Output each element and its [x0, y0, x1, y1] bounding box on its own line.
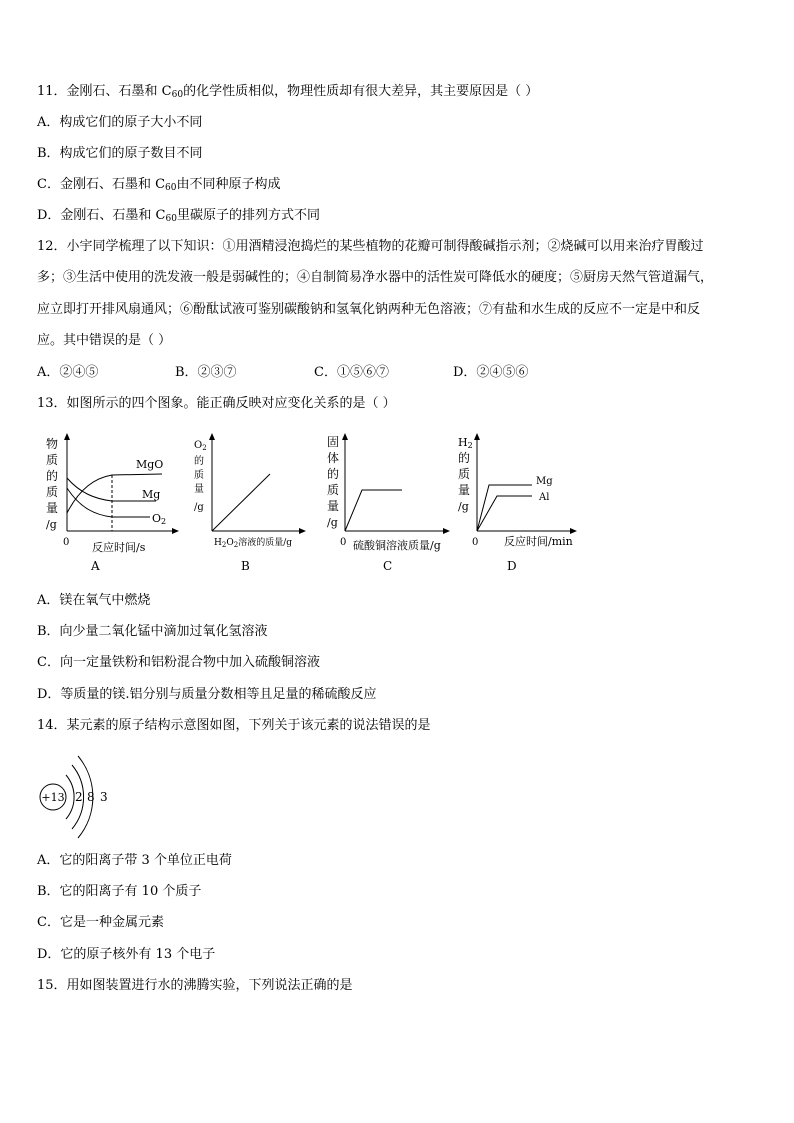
graph-d — [454, 433, 589, 578]
q13-option-b: B．向少量二氧化锰中滴加过氧化氢溶液 — [37, 624, 268, 639]
graph-d-origin: 0 — [472, 537, 479, 548]
graph-d-ylabel-3: 量 — [458, 483, 471, 497]
atom-nucleus-charge: +13 — [41, 791, 65, 804]
q14-stem: 14．某元素的原子结构示意图如图，下列关于该元素的说法错误的是 — [37, 718, 431, 733]
q11-option-d: D．金刚石、石墨和 $C_{60}$里碳原子的排列方式不同 — [37, 208, 320, 224]
graph-d-x-arrow — [570, 528, 577, 534]
graph-a-label-o2: O2 — [152, 512, 167, 526]
q14-option-c: C．它是一种金属元素 — [37, 915, 164, 930]
graph-d-ylabel-h2: H2 — [458, 436, 473, 450]
graph-d-label-al: Al — [539, 492, 550, 503]
graph-a-curve-o2 — [67, 488, 150, 517]
graph-c-ylabel-1: 固 — [327, 435, 340, 449]
graph-d-ylabel-1: 的 — [458, 451, 471, 465]
graph-b-x-arrow — [299, 528, 306, 534]
graph-c — [322, 433, 462, 578]
q12-options — [37, 364, 528, 382]
graph-c-caption: C — [383, 559, 393, 573]
graph-b — [190, 433, 315, 578]
graph-c-svg — [322, 433, 462, 578]
graph-a-ylabel-3: 的 — [46, 469, 59, 483]
atom-shell-electrons-1: 2 — [75, 790, 83, 804]
q12-stem-line3: 应立即打开排风扇通风；⑥酚酞试液可鉴别碳酸钠和氢氧化钠两种无色溶液；⑦有盐和水生成的反应不一定是中和反 — [37, 302, 701, 317]
graph-c-curve — [345, 490, 402, 531]
q11-option-a: A．构成它们的原子大小不同 — [37, 115, 203, 130]
graph-b-svg — [190, 433, 315, 578]
graph-b-ylabel-3: 量 — [194, 484, 204, 495]
graph-c-xlabel: 硫酸铜溶液质量/g — [353, 539, 441, 552]
graph-c-ylabel-6: /g — [327, 516, 338, 529]
graph-b-y-arrow — [209, 433, 215, 440]
graph-a-ylabel-5: 量 — [46, 501, 59, 515]
atom-structure-svg — [36, 755, 136, 845]
q12-stem-line1: 12．小宇同学梳理了以下知识：①用酒精浸泡捣烂的某些植物的花瓣可制得酸碱指示剂；②烧碱可以用来治疗胃酸过 — [37, 239, 704, 254]
atom-shell-arc-1 — [66, 775, 74, 819]
q14-option-d: D．它的原子核外有 13 个电子 — [37, 947, 216, 962]
graph-b-xlabel: $H_2O_2$溶液的质量/g — [214, 538, 292, 549]
graph-c-x-arrow — [443, 528, 450, 534]
graph-c-ylabel-2: 体 — [327, 451, 340, 465]
atom-shell-electrons-3: 3 — [100, 790, 108, 804]
graph-a-label-mgo: MgO — [136, 458, 164, 471]
graph-a-ylabel-4: 质 — [46, 485, 59, 499]
graph-b-line — [212, 474, 270, 531]
q13-option-c: C．向一定量铁粉和铝粉混合物中加入硫酸铜溶液 — [37, 655, 320, 670]
graph-b-ylabel-1: 的 — [194, 456, 204, 467]
q12-stem-line2: 多；③生活中使用的洗发液一般是弱碱性的；④自制简易净水器中的活性炭可降低水的硬度；⑤厨房天然气管道漏气， — [37, 270, 714, 285]
graph-d-ylabel-4: /g — [458, 500, 469, 513]
q12-option-a: A．②④⑤ — [37, 365, 99, 380]
graph-b-caption: B — [241, 559, 250, 573]
graph-d-y-arrow — [474, 433, 480, 440]
q11-option-b: B．构成它们的原子数目不同 — [37, 146, 203, 161]
graph-c-origin: 0 — [340, 537, 347, 548]
q13-option-a: A．镁在氧气中燃烧 — [37, 593, 151, 608]
q15-stem: 15．用如图装置进行水的沸腾实验，下列说法正确的是 — [37, 978, 353, 993]
graph-a-svg — [40, 433, 180, 578]
graph-a-x-arrow — [172, 528, 179, 534]
graph-a-xlabel: 反应时间/s — [92, 541, 146, 554]
graph-b-ylabel-4: /g — [194, 502, 204, 513]
q12-stem-line4: 应。其中错误的是（ ） — [37, 333, 172, 348]
graph-b-ylabel-2: 质 — [194, 470, 204, 481]
graph-d-label-mg: Mg — [536, 476, 553, 487]
graph-d-caption: D — [507, 559, 517, 573]
graph-a-caption: A — [91, 559, 100, 573]
q12-option-d: D．②④⑤⑥ — [453, 365, 529, 380]
q12-option-c: C．①⑤⑥⑦ — [314, 365, 389, 380]
graph-d-xlabel: 反应时间/min — [504, 535, 573, 548]
graph-c-ylabel-3: 的 — [327, 467, 340, 481]
q11-option-c: C．金刚石、石墨和 $C_{60}$由不同种原子构成 — [37, 177, 281, 193]
q11-stem: 11．金刚石、石墨和 $C_{60}$的化学性质相似，物理性质却有很大差异，其主要原因是（ ） — [37, 84, 539, 100]
graph-a-label-mg: Mg — [142, 488, 161, 501]
graph-a-ylabel-2: 质 — [46, 453, 59, 467]
graph-a-origin: 0 — [63, 537, 70, 548]
q14-option-b: B．它的阳离子有 10 个质子 — [37, 884, 202, 899]
graph-a-ylabel-1: 物 — [46, 437, 59, 451]
graph-a — [40, 433, 180, 578]
graph-d-curve-mg — [477, 485, 532, 531]
q13-option-d: D．等质量的镁.铝分别与质量分数相等且足量的稀硫酸反应 — [37, 687, 377, 702]
atom-structure-diagram — [36, 755, 136, 845]
graph-d-svg — [454, 433, 589, 578]
graph-b-ylabel-o2: $O_2$ — [194, 440, 207, 452]
q13-stem: 13．如图所示的四个图象。能正确反映对应变化关系的是（ ） — [37, 396, 396, 411]
q14-option-a: A．它的阳离子带 3 个单位正电荷 — [37, 853, 232, 868]
atom-shell-electrons-2: 8 — [87, 790, 95, 804]
graph-a-ylabel-6: /g — [46, 518, 57, 531]
q12-option-b: B．②③⑦ — [175, 365, 237, 380]
graph-c-ylabel-5: 量 — [327, 499, 340, 513]
graph-c-ylabel-4: 质 — [327, 483, 340, 497]
graph-d-ylabel-2: 质 — [458, 467, 471, 481]
graph-a-y-arrow — [64, 433, 70, 440]
graph-c-y-arrow — [342, 433, 348, 440]
